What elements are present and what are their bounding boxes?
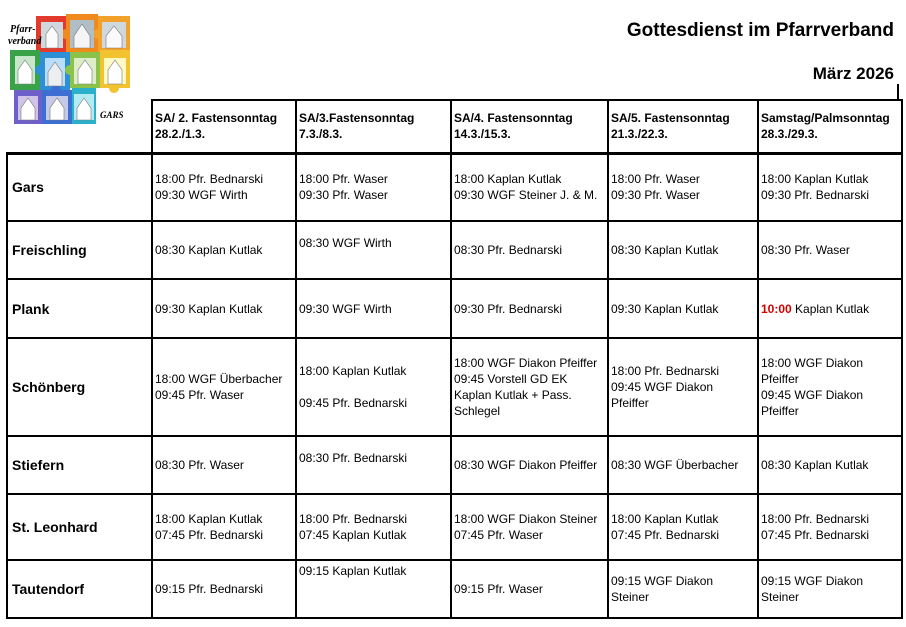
table-cell: 09:30 WGF Wirth — [296, 279, 451, 338]
table-cell: 09:15 Pfr. Waser — [451, 560, 608, 618]
place-name: Stiefern — [7, 436, 152, 494]
table-cell: 08:30 Pfr. Waser — [152, 436, 296, 494]
table-row — [7, 338, 902, 436]
table-cell: 09:15 WGF Diakon Steiner — [608, 560, 758, 618]
place-name: Plank — [7, 279, 152, 338]
place-name: Freischling — [7, 221, 152, 279]
table-cell: 08:30 Kaplan Kutlak — [608, 221, 758, 279]
logo-text-3: GARS — [100, 110, 124, 120]
logo-text-1: Pfarr- — [10, 24, 36, 35]
place-name: Schönberg — [7, 338, 152, 436]
table-cell: 18:00 Kaplan Kutlak 07:45 Pfr. Bednarski — [608, 494, 758, 560]
table-cell: 18:00 Pfr. Bednarski 09:45 WGF Diakon Pfeiffer — [608, 338, 758, 436]
table-cell: 18:00 Kaplan Kutlak 07:45 Pfr. Bednarski — [152, 494, 296, 560]
table-row — [7, 153, 902, 221]
table-row — [7, 221, 902, 279]
table-cell: 18:00 Kaplan Kutlak 09:30 Pfr. Bednarski — [758, 153, 902, 221]
schedule-table — [6, 99, 903, 619]
table-cell: 18:00 WGF Diakon Pfeiffer 09:45 WGF Diakon Pfeiffer — [758, 338, 902, 436]
table-row — [7, 279, 902, 338]
table-cell: 09:15 Pfr. Bednarski — [152, 560, 296, 618]
column-header: SA/4. Fastensonntag 14.3./15.3. — [451, 100, 608, 153]
corner-cell — [7, 100, 152, 153]
highlighted-time: 10:00 — [761, 301, 792, 316]
page-title: Gottesdienst im Pfarrverband — [626, 20, 894, 41]
table-cell: 09:15 WGF Diakon Steiner — [758, 560, 902, 618]
table-cell: 18:00 Pfr. Bednarski 07:45 Kaplan Kutlak — [296, 494, 451, 560]
table-row — [7, 560, 902, 618]
table-cell: 18:00 Pfr. Waser 09:30 Pfr. Waser — [296, 153, 451, 221]
table-cell: 08:30 Kaplan Kutlak — [152, 221, 296, 279]
place-name: Tautendorf — [7, 560, 152, 618]
table-cell: 18:00 Pfr. Waser 09:30 Pfr. Waser — [608, 153, 758, 221]
table-cell: 08:30 Kaplan Kutlak — [758, 436, 902, 494]
table-cell: 18:00 WGF Diakon Pfeiffer 09:45 Vorstell GD EK Kaplan Kutlak + Pass. Schlegel — [451, 338, 608, 436]
table-cell: 09:30 Kaplan Kutlak — [608, 279, 758, 338]
table-cell: 18:00 Kaplan Kutlak 09:45 Pfr. Bednarski — [296, 338, 451, 436]
column-header: SA/ 2. Fastensonntag 28.2./1.3. — [152, 100, 296, 153]
logo-text-2: verband — [8, 36, 42, 47]
month-label: März 2026 — [812, 64, 894, 83]
place-name: Gars — [7, 153, 152, 221]
table-cell: 09:15 Kaplan Kutlak — [296, 560, 451, 618]
table-cell: 18:00 Pfr. Bednarski 09:30 WGF Wirth — [152, 153, 296, 221]
table-cell: 09:30 Kaplan Kutlak — [152, 279, 296, 338]
table-cell: 08:30 Pfr. Bednarski — [451, 221, 608, 279]
table-cell: 08:30 WGF Wirth — [296, 221, 451, 279]
table-cell: 08:30 Pfr. Waser — [758, 221, 902, 279]
table-cell: 08:30 WGF Diakon Pfeiffer — [451, 436, 608, 494]
table-cell: 18:00 WGF Überbacher 09:45 Pfr. Waser — [152, 338, 296, 436]
table-cell: 18:00 Pfr. Bednarski 07:45 Pfr. Bednarski — [758, 494, 902, 560]
table-cell: 09:30 Pfr. Bednarski — [451, 279, 608, 338]
column-header: SA/3.Fastensonntag 7.3./8.3. — [296, 100, 451, 153]
title-divider — [897, 84, 899, 100]
table-cell: 10:00 Kaplan Kutlak — [758, 279, 902, 338]
table-cell: 18:00 Kaplan Kutlak 09:30 WGF Steiner J. & M. — [451, 153, 608, 221]
table-row — [7, 436, 902, 494]
table-cell: 08:30 WGF Überbacher — [608, 436, 758, 494]
table-cell: 08:30 Pfr. Bednarski — [296, 436, 451, 494]
header-row — [7, 100, 902, 153]
table-row — [7, 494, 902, 560]
table-cell: 18:00 WGF Diakon Steiner 07:45 Pfr. Waser — [451, 494, 608, 560]
column-header: Samstag/Palmsonntag 28.3./29.3. — [758, 100, 902, 153]
column-header: SA/5. Fastensonntag 21.3./22.3. — [608, 100, 758, 153]
place-name: St. Leonhard — [7, 494, 152, 560]
